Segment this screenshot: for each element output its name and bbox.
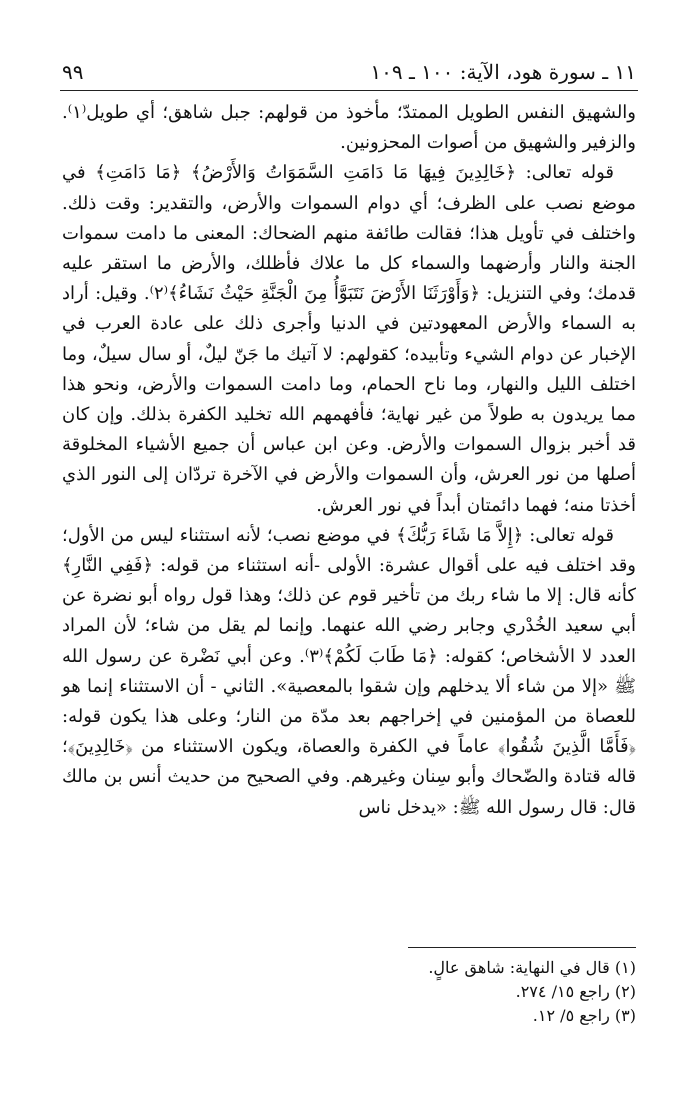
footnote: (٢) راجع ١٥/ ٢٧٤. [515,982,636,1001]
paragraph: قوله تعالى: ﴿خَالِدِينَ فِيهَا مَا دَامَتِ السَّمَوَاتُ وَالأَرْضُ﴾ ﴿مَا دَامَتِ﴾ في موضع نصب على الظرف؛ أي دوام السموات والأرض، والتقدير: وقت ذلك. واختلف في تأويل هذا؛ فقالت طائفة منهم الضحاك: المعنى ما دامت سموات الجنة والنار وأرضهما والسماء كل ما علاك فأظلك، والأرض ما استقر عليه قدمك؛ وفي التنزيل: ﴿وَأَوْرَثَنَا الأَرْضَ نَتَبَوَّأُ مِنَ الْجَنَّةِ حَيْثُ نَشَاءُ﴾⁽٢⁾. وقيل: أراد به السماء والأرض المعهودتين في الدنيا وأجرى ذلك على عادة العرب في الإخبار عن دوام الشيء وتأبيده؛ كقولهم: لا آتيك ما جَنّ ليلٌ، أو سال سيلٌ، وما اختلف الليل والنهار، وما ناح الحمام، وما دامت السموات والأرض، ونحو هذا مما يريدون به طولاً من غير نهاية؛ فأفهمهم الله تخليد الكفرة بذلك. وإن كان قد أخبر بزوال السموات والأرض. وعن ابن عباس أن جميع الأشياء المخلوقة أصلها من نور العرش، وأن السموات والأرض في الآخرة تردّان إلى النور الذي أخذتا منه؛ فهما دائمتان أبداً في نور العرش. [62,162,636,516]
paragraph: قوله تعالى: ﴿إِلاَّ مَا شَاءَ رَبُّكَ﴾ في موضع نصب؛ لأنه استثناء ليس من الأول؛ وقد اختلف فيه على أقوال عشرة: الأولى -أنه استثناء من قوله: ﴿فَفِي النَّارِ﴾ كأنه قال: إلا ما شاء ربك من تأخير قوم عن ذلك؛ وهذا قول رواه أبو نضرة عن أبي سعيد الخُدْري وجابر رضي الله عنهما. وإنما لم يقل من شاء؛ لأن المراد العدد لا الأشخاص؛ كقوله: ﴿مَا طَابَ لَكُمْ﴾⁽٣⁾. وعن أبي نَضْرة عن رسول الله ﷺ «إلا من شاء ألا يدخلهم وإن شقوا بالمعصية». الثاني - أن الاستثناء إنما هو للعصاة من المؤمنين في إخراجهم بعد مدّة من النار؛ وعلى هذا يكون قوله: ﴿فَأَمَّا الَّذِينَ شُقُوا﴾ عاماً في الكفرة والعصاة، ويكون الاستثناء من ﴿خَالِدِينَ﴾؛ قاله قتادة والضّحاك وأبو سِنان وغيرهم. وفي الصحيح من حديث أنس بن مالك قال: قال رسول الله ﷺ: «يدخل ناس [62,524,637,818]
paragraph: والشهيق النفس الطويل الممتدّ؛ مأخوذ من قولهم: جبل شاهق؛ أي طويل⁽١⁾. والزفير والشهيق من أصوات المحزونين. [62,102,636,154]
main-text [62,98,636,823]
footnote: (١) قال في النهاية: شاهق عالٍ. [428,958,636,977]
footnotes [62,956,636,1028]
running-title: ١١ ـ سورة هود، الآية: ١٠٠ ـ ١٠٩ [370,60,636,84]
header-divider [60,90,638,91]
footnote: (٣) راجع ٥/ ١٢. [532,1006,636,1025]
footnote-divider [408,947,636,948]
page-number: ٩٩ [62,60,84,84]
page-header [62,58,636,86]
